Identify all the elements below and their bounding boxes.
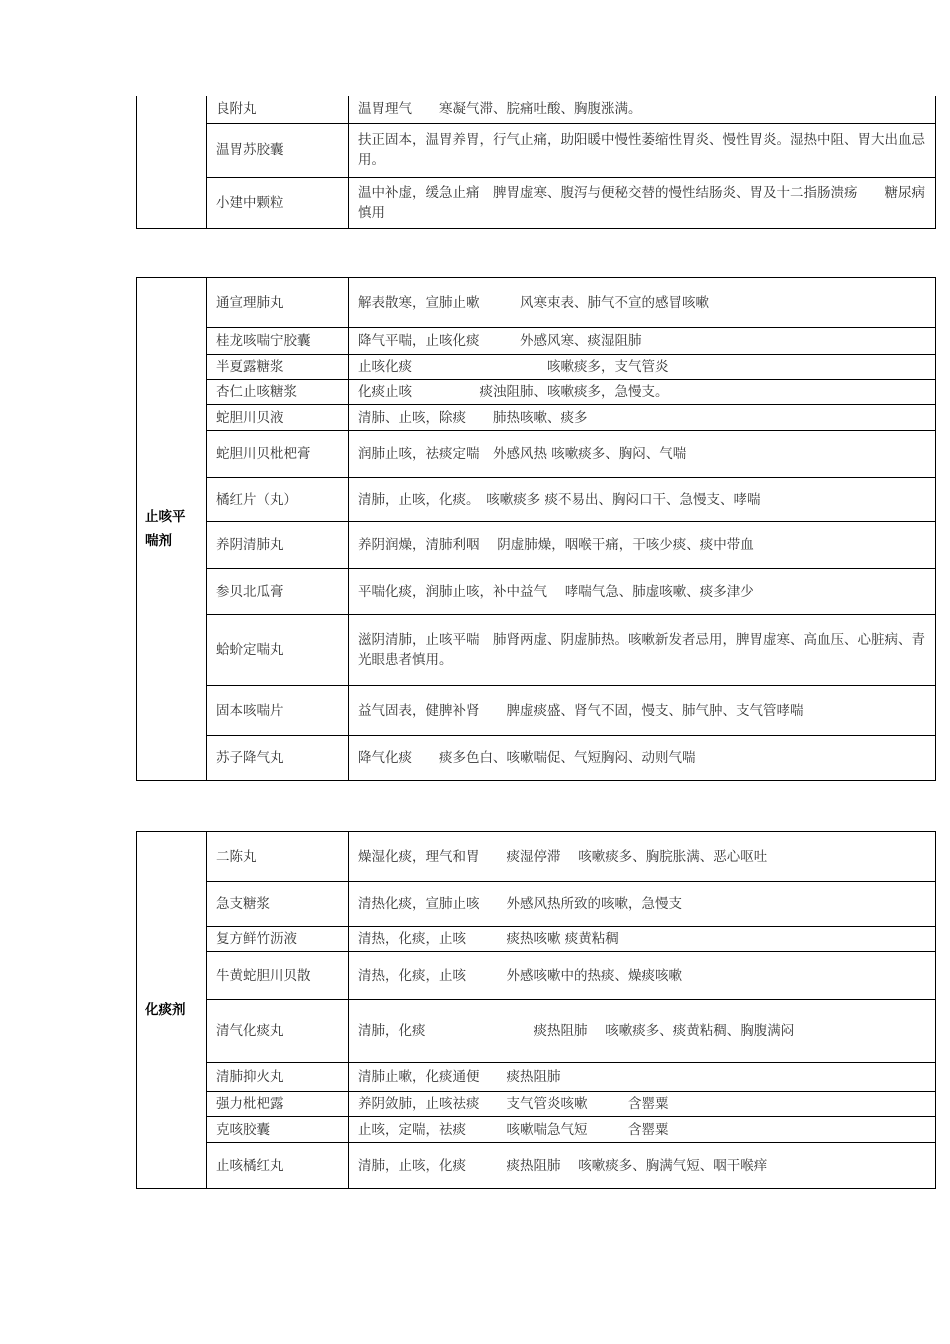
table-row bbox=[137, 278, 936, 328]
medicine-name: 急支糖浆 bbox=[207, 882, 349, 927]
category-label: 止咳平喘剂 bbox=[137, 278, 207, 781]
medicine-name: 固本咳喘片 bbox=[207, 686, 349, 736]
medicine-description: 扶正固本，温胃养胃，行气止痛，助阳暖中慢性萎缩性胃炎、慢性胃炎。湿热中阻、胃大出血忌用。 bbox=[349, 123, 936, 177]
table-row bbox=[137, 328, 936, 355]
table-row bbox=[137, 380, 936, 405]
medicine-description: 养阴润燥，清肺利咽 阴虚肺燥，咽喉干痛，干咳少痰、痰中带血 bbox=[349, 522, 936, 569]
table-row bbox=[137, 569, 936, 615]
medicine-name: 小建中颗粒 bbox=[207, 177, 349, 228]
table-row bbox=[137, 1117, 936, 1143]
medicine-name: 杏仁止咳糖浆 bbox=[207, 380, 349, 405]
medicine-name: 克咳胶囊 bbox=[207, 1117, 349, 1143]
medicine-name: 参贝北瓜膏 bbox=[207, 569, 349, 615]
medicine-description: 平喘化痰，润肺止咳，补中益气 哮喘气急、肺虚咳嗽、痰多津少 bbox=[349, 569, 936, 615]
medicine-description: 温胃理气 寒凝气滞、脘痛吐酸、胸腹涨满。 bbox=[349, 96, 936, 123]
table-row bbox=[137, 882, 936, 927]
medicine-name: 良附丸 bbox=[207, 96, 349, 123]
medicine-name: 桂龙咳喘宁胶囊 bbox=[207, 328, 349, 355]
table-row bbox=[137, 355, 936, 380]
table-row bbox=[137, 686, 936, 736]
medicine-description: 清热，化痰，止咳 痰热咳嗽 痰黄粘稠 bbox=[349, 927, 936, 952]
table-row bbox=[137, 927, 936, 952]
medicine-description: 清热化痰，宣肺止咳 外感风热所致的咳嗽，急慢支 bbox=[349, 882, 936, 927]
table-row bbox=[137, 615, 936, 686]
medicine-description: 益气固表，健脾补肾 脾虚痰盛、肾气不固，慢支、肺气肿、支气管哮喘 bbox=[349, 686, 936, 736]
medicine-name: 蛇胆川贝液 bbox=[207, 405, 349, 431]
medicine-name: 清气化痰丸 bbox=[207, 1000, 349, 1063]
medicine-name: 蛇胆川贝枇杷膏 bbox=[207, 431, 349, 478]
table-row bbox=[137, 952, 936, 1000]
medicine-name: 养阴清肺丸 bbox=[207, 522, 349, 569]
table-row bbox=[137, 1143, 936, 1189]
table-row bbox=[137, 405, 936, 431]
medicine-description: 降气平喘，止咳化痰 外感风寒、痰湿阻肺 bbox=[349, 328, 936, 355]
medicine-name: 半夏露糖浆 bbox=[207, 355, 349, 380]
medicine-name: 橘红片（丸） bbox=[207, 478, 349, 522]
medicine-description: 养阴敛肺，止咳祛痰 支气管炎咳嗽 含罂粟 bbox=[349, 1092, 936, 1117]
medicine-description: 止咳化痰 咳嗽痰多，支气管炎 bbox=[349, 355, 936, 380]
table-row bbox=[137, 96, 936, 123]
table-row bbox=[137, 1000, 936, 1063]
medicine-description: 解表散寒，宣肺止嗽 风寒束表、肺气不宣的感冒咳嗽 bbox=[349, 278, 936, 328]
medicine-description: 清肺止嗽，化痰通便 痰热阻肺 bbox=[349, 1063, 936, 1092]
medicine-name: 复方鲜竹沥液 bbox=[207, 927, 349, 952]
medicine-name: 强力枇杷露 bbox=[207, 1092, 349, 1117]
category-label: 化痰剂 bbox=[137, 832, 207, 1189]
medicine-name: 清肺抑火丸 bbox=[207, 1063, 349, 1092]
medicine-name: 通宣理肺丸 bbox=[207, 278, 349, 328]
table-cough-asthma bbox=[136, 277, 936, 781]
category-cell-empty bbox=[137, 96, 207, 228]
medicine-description: 滋阴清肺，止咳平喘 肺肾两虚、阴虚肺热。咳嗽新发者忌用，脾胃虚寒、高血压、心脏病、青光眼患者慎用。 bbox=[349, 615, 936, 686]
medicine-name: 温胃苏胶囊 bbox=[207, 123, 349, 177]
medicine-description: 止咳，定喘，祛痰 咳嗽喘急气短 含罂粟 bbox=[349, 1117, 936, 1143]
table-row bbox=[137, 736, 936, 781]
table-stomach-continuation bbox=[136, 96, 936, 229]
table-row bbox=[137, 1063, 936, 1092]
medicine-description: 清热，化痰，止咳 外感咳嗽中的热痰、燥痰咳嗽 bbox=[349, 952, 936, 1000]
table-row bbox=[137, 177, 936, 228]
medicine-description: 清肺、止咳，除痰 肺热咳嗽、痰多 bbox=[349, 405, 936, 431]
medicine-description: 温中补虚，缓急止痛 脾胃虚寒、腹泻与便秘交替的慢性结肠炎、胃及十二指肠溃疡 糖尿病慎用 bbox=[349, 177, 936, 228]
table-row bbox=[137, 522, 936, 569]
medicine-description: 清肺，止咳，化痰。 咳嗽痰多 痰不易出、胸闷口干、急慢支、哮喘 bbox=[349, 478, 936, 522]
medicine-name: 止咳橘红丸 bbox=[207, 1143, 349, 1189]
medicine-description: 清肺，化痰 痰热阻肺 咳嗽痰多、痰黄粘稠、胸腹满闷 bbox=[349, 1000, 936, 1063]
medicine-name: 牛黄蛇胆川贝散 bbox=[207, 952, 349, 1000]
medicine-name: 蛤蚧定喘丸 bbox=[207, 615, 349, 686]
medicine-description: 化痰止咳 痰浊阻肺、咳嗽痰多，急慢支。 bbox=[349, 380, 936, 405]
table-row bbox=[137, 478, 936, 522]
table-row bbox=[137, 1092, 936, 1117]
table-row bbox=[137, 123, 936, 177]
medicine-name: 二陈丸 bbox=[207, 832, 349, 882]
medicine-description: 润肺止咳，祛痰定喘 外感风热 咳嗽痰多、胸闷、气喘 bbox=[349, 431, 936, 478]
medicine-description: 燥湿化痰，理气和胃 痰湿停滞 咳嗽痰多、胸脘胀满、恶心呕吐 bbox=[349, 832, 936, 882]
table-row bbox=[137, 431, 936, 478]
table-phlegm bbox=[136, 831, 936, 1189]
medicine-name: 苏子降气丸 bbox=[207, 736, 349, 781]
medicine-description: 清肺，止咳，化痰 痰热阻肺 咳嗽痰多、胸满气短、咽干喉痒 bbox=[349, 1143, 936, 1189]
medicine-description: 降气化痰 痰多色白、咳嗽喘促、气短胸闷、动则气喘 bbox=[349, 736, 936, 781]
table-row bbox=[137, 832, 936, 882]
